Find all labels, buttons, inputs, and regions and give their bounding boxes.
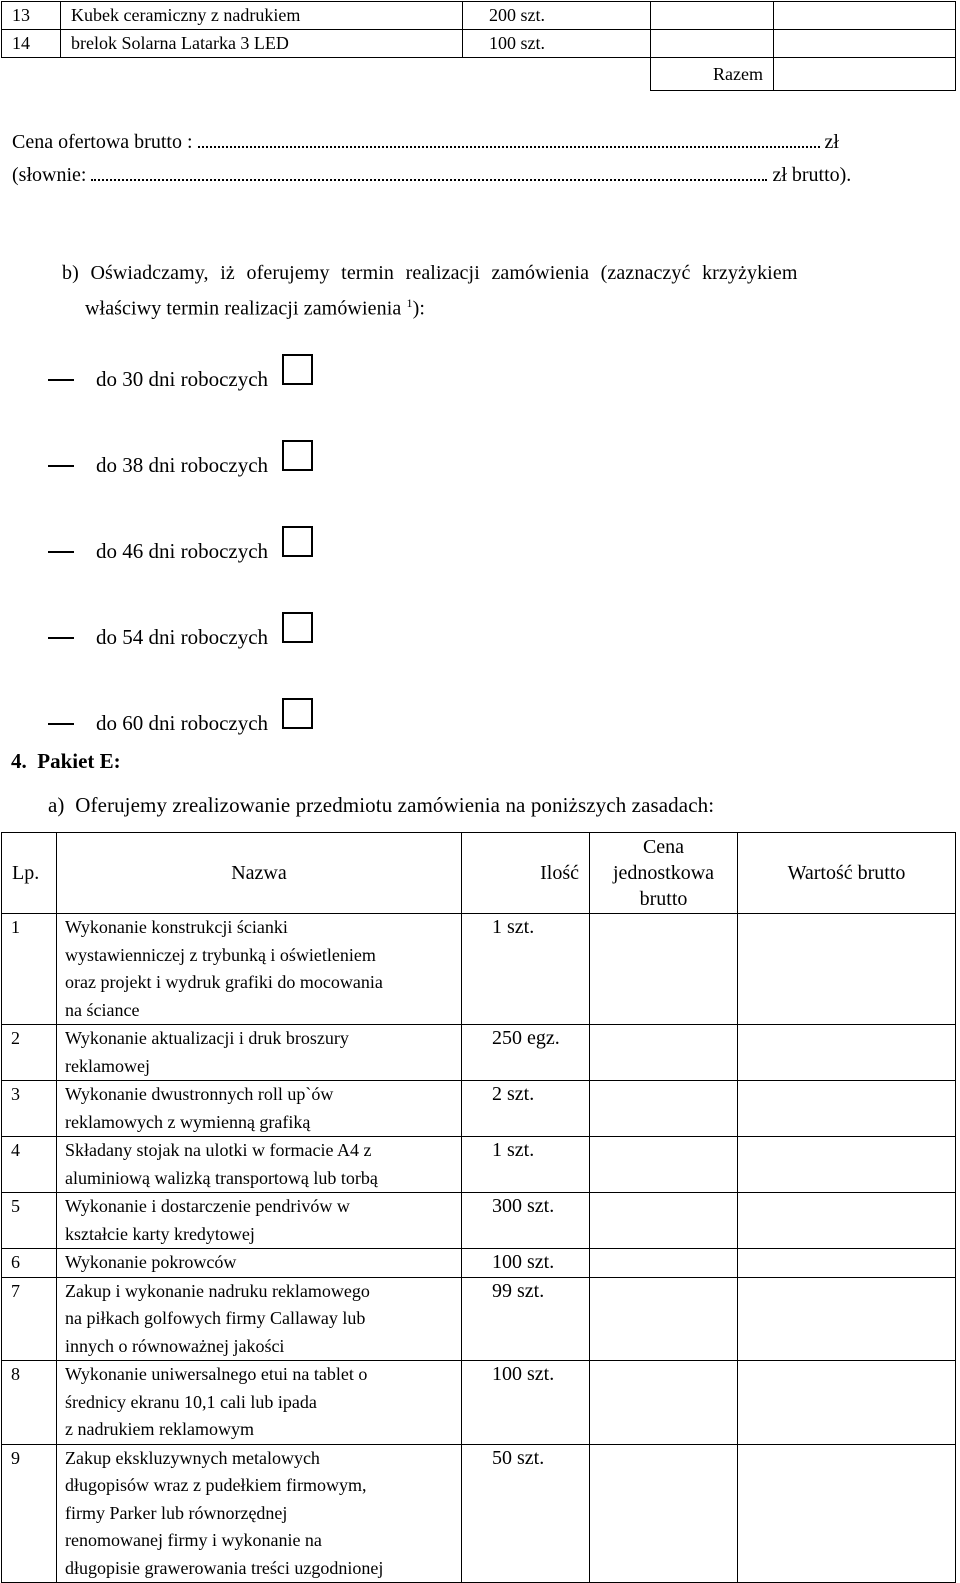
item-name-line: oraz projekt i wydruk grafiki do mocowania (65, 972, 383, 992)
table-row (2, 2, 956, 30)
item-name (57, 1277, 462, 1361)
header-value: Wartość brutto (738, 833, 956, 914)
item-quantity: 1 szt. (462, 914, 590, 1025)
item-name: brelok Solarna Latarka 3 LED (61, 30, 463, 58)
item-name-line: innych o równoważnej jakości (65, 1335, 285, 1356)
row-number: 6 (2, 1249, 57, 1278)
value-cell[interactable] (738, 1193, 956, 1249)
package-e-table (1, 832, 956, 1583)
total-label: Razem (651, 58, 774, 91)
section-b-text (62, 258, 954, 324)
total-value-cell[interactable] (774, 58, 956, 91)
row-number: 9 (2, 1444, 57, 1583)
dash-bullet (48, 723, 74, 725)
checkbox-60-days[interactable] (282, 698, 313, 729)
item-name (57, 1444, 462, 1583)
value-cell[interactable] (774, 30, 956, 58)
row-number: 1 (2, 914, 57, 1025)
row-number: 13 (2, 2, 61, 30)
unit-price-cell[interactable] (590, 1081, 738, 1137)
table-row (2, 1137, 956, 1193)
unit-price-cell[interactable] (651, 2, 774, 30)
item-quantity: 100 szt. (462, 1249, 590, 1278)
item-name-line: długopisie grawerowania treści uzgodnionej (65, 1557, 384, 1578)
value-cell[interactable] (738, 1081, 956, 1137)
item-name-line: reklamowych z wymienną grafiką (65, 1111, 311, 1132)
item-name-line: długopisów wraz z pudełkiem firmowym, (65, 1475, 367, 1495)
unit-price-cell[interactable] (590, 1277, 738, 1361)
row-number: 2 (2, 1025, 57, 1081)
option-label: do 38 dni roboczych (96, 453, 269, 477)
option-46-days (48, 536, 313, 567)
unit-price-cell[interactable] (590, 1193, 738, 1249)
item-name (57, 1137, 462, 1193)
item-quantity: 100 szt. (462, 1361, 590, 1445)
total-row (2, 58, 956, 91)
checkbox-30-days[interactable] (282, 354, 313, 385)
item-quantity: 1 szt. (462, 1137, 590, 1193)
item-name-line: reklamowej (65, 1055, 150, 1076)
item-name (57, 1081, 462, 1137)
header-name: Nazwa (57, 833, 462, 914)
option-label: do 54 dni roboczych (96, 625, 269, 649)
table-row (2, 1444, 956, 1583)
row-number: 4 (2, 1137, 57, 1193)
item-name-line: kształcie karty kredytowej (65, 1223, 255, 1244)
item-name-line: firmy Parker lub równorzędnej (65, 1502, 288, 1523)
item-name-line: z nadrukiem reklamowym (65, 1419, 254, 1439)
row-number: 8 (2, 1361, 57, 1445)
unit-price-cell[interactable] (590, 914, 738, 1025)
table-row (2, 30, 956, 58)
unit-price-cell[interactable] (590, 1361, 738, 1445)
item-name-line: aluminiową walizką transportową lub torbą (65, 1167, 378, 1188)
offer-words-field[interactable] (91, 179, 767, 181)
value-cell[interactable] (774, 2, 956, 30)
offer-words-line (12, 164, 912, 187)
value-cell[interactable] (738, 1249, 956, 1278)
item-name-line: Zakup i wykonanie nadruku reklamowego (65, 1280, 370, 1301)
item-name-line: Wykonanie dwustronnych roll up`ów (65, 1084, 334, 1104)
value-cell[interactable] (738, 1277, 956, 1361)
section-b-line-1: b) Oświadczamy, iż oferujemy termin realizacji zamówienia (zaznaczyć krzyżykiem (62, 262, 798, 284)
header-unit-price: Cena jednostkowa brutto (590, 833, 738, 914)
package-intro: a) Oferujemy zrealizowanie przedmiotu zamówienia na poniższych zasadach: (48, 793, 715, 817)
unit-price-cell[interactable] (590, 1444, 738, 1583)
option-60-days (48, 708, 313, 739)
row-number: 7 (2, 1277, 57, 1361)
item-quantity: 99 szt. (462, 1277, 590, 1361)
dash-bullet (48, 379, 74, 381)
option-54-days (48, 622, 313, 653)
row-number: 3 (2, 1081, 57, 1137)
offer-words-label: (słownie: (12, 164, 87, 186)
checkbox-46-days[interactable] (282, 526, 313, 557)
option-label: do 30 dni roboczych (96, 367, 269, 391)
option-label: do 46 dni roboczych (96, 539, 269, 563)
header-lp: Lp. (2, 833, 57, 914)
table-row (2, 1361, 956, 1445)
item-name-line: renomowanej firmy i wykonanie na (65, 1530, 322, 1550)
item-name-line: Wykonanie pokrowców (65, 1252, 237, 1272)
item-quantity: 300 szt. (462, 1193, 590, 1249)
footnote-marker: 1 (406, 296, 413, 310)
offer-price-field[interactable] (198, 146, 820, 148)
offer-price-line (12, 131, 902, 154)
unit-price-cell[interactable] (590, 1249, 738, 1278)
table-header-row (2, 833, 956, 914)
item-name-line: Składany stojak na ulotki w formacie A4 z (65, 1140, 372, 1160)
header-quantity: Ilość (462, 833, 590, 914)
previous-items-table (1, 1, 956, 91)
offer-price-unit: zł (824, 131, 839, 153)
item-quantity: 200 szt. (463, 2, 651, 30)
row-number: 5 (2, 1193, 57, 1249)
item-name (57, 1361, 462, 1445)
table-row (2, 1081, 956, 1137)
item-name (57, 914, 462, 1025)
option-label: do 60 dni roboczych (96, 711, 269, 735)
item-name (57, 1249, 462, 1278)
unit-price-cell[interactable] (590, 1025, 738, 1081)
offer-price-label: Cena ofertowa brutto : (12, 131, 193, 153)
table-row (2, 1277, 956, 1361)
item-name-line: Wykonanie konstrukcji ścianki (65, 917, 288, 937)
value-cell[interactable] (738, 1137, 956, 1193)
item-quantity: 250 egz. (462, 1025, 590, 1081)
section-b-line-2: właściwy termin realizacji zamówienia $^1$): (85, 296, 425, 320)
checkbox-54-days[interactable] (282, 612, 313, 643)
table-row (2, 1025, 956, 1081)
item-name (57, 1025, 462, 1081)
package-heading: 4. Pakiet E: (11, 749, 121, 773)
dash-bullet (48, 551, 74, 553)
item-name (57, 1193, 462, 1249)
dash-bullet (48, 465, 74, 467)
value-cell[interactable] (738, 1361, 956, 1445)
item-quantity: 2 szt. (462, 1081, 590, 1137)
checkbox-38-days[interactable] (282, 440, 313, 471)
item-quantity: 100 szt. (463, 30, 651, 58)
item-name: Kubek ceramiczny z nadrukiem (61, 2, 463, 30)
unit-price-cell[interactable] (651, 30, 774, 58)
item-name-line: wystawienniczej z trybunką i oświetleniem (65, 944, 376, 965)
item-name-line: na piłkach golfowych firmy Callaway lub (65, 1308, 366, 1328)
offer-words-unit: zł brutto). (772, 164, 852, 186)
item-name-line: średnicy ekranu 10,1 cali lub ipada (65, 1391, 317, 1412)
item-name-line: Wykonanie aktualizacji i druk broszury (65, 1028, 349, 1048)
value-cell[interactable] (738, 914, 956, 1025)
table-row (2, 1249, 956, 1278)
value-cell[interactable] (738, 1025, 956, 1081)
item-name-line: Zakup ekskluzywnych metalowych (65, 1447, 320, 1468)
table-row (2, 1193, 956, 1249)
option-30-days (48, 364, 313, 395)
item-name-line: Wykonanie i dostarczenie pendrivów w (65, 1196, 350, 1216)
row-number: 14 (2, 30, 61, 58)
item-name-line: Wykonanie uniwersalnego etui na tablet o (65, 1364, 368, 1384)
value-cell[interactable] (738, 1444, 956, 1583)
unit-price-cell[interactable] (590, 1137, 738, 1193)
option-38-days (48, 450, 313, 481)
dash-bullet (48, 637, 74, 639)
table-row (2, 914, 956, 1025)
item-quantity: 50 szt. (462, 1444, 590, 1583)
item-name-line: na ściance (65, 999, 140, 1020)
